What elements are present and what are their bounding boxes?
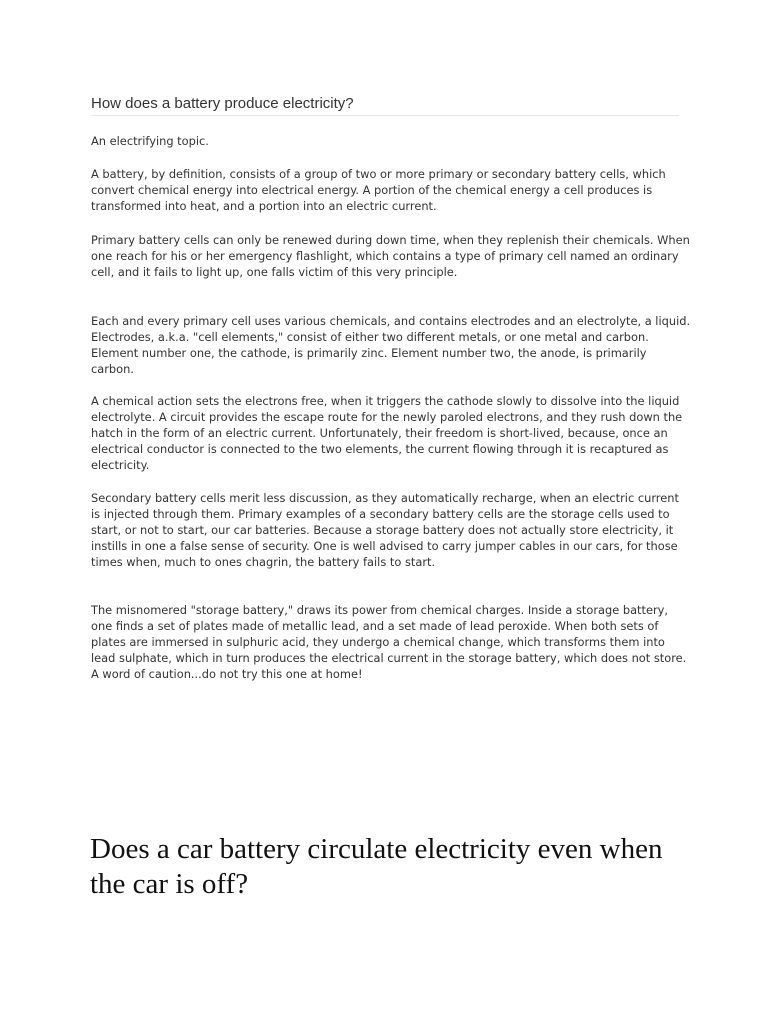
paragraph-chemical-action: A chemical action sets the electrons free, when it triggers the cathode slowly to dissolve into the liquid electrolyte. A circuit provides the escape route for the newly paroled electrons, and they rush down the hatch in the form of an electric current. Unfortunately, their freedom is short-lived, because, once an electrical conductor is connected to the two elements, the current flowing through it is recaptured as electricity. xyxy=(91,394,683,472)
paragraph-storage-battery: The misnomered "storage battery," draws its power from chemical charges. Inside a storage battery, one finds a set of plates made of metallic lead, and a set made of lead peroxide. When both sets of plates are immersed in sulphuric acid, they undergo a chemical change, which transforms them into lead sulphate, which in turn produces the electrical current in the storage battery, which does not store. A word of caution...do not try this one at home! xyxy=(91,603,687,681)
next-section-heading: Does a car battery circulate electricity even when the car is off? xyxy=(90,833,663,900)
paragraph-definition: A battery, by definition, consists of a group of two or more primary or secondary battery cells, which convert chemical energy into electrical energy. A portion of the chemical energy a cell produces is transformed into heat, and a portion into an electric current. xyxy=(91,167,666,213)
paragraph-secondary-cells: Secondary battery cells merit less discussion, as they automatically recharge, when an electric current is injected through them. Primary examples of a secondary battery cells are the storage cells used to start, or not to start, our car batteries. Because a storage battery does not actually store electricity, it instills in one a false sense of security. One is well advised to carry jumper cables in our cars, for those times when, much to ones chagrin, the battery fails to start. xyxy=(91,491,679,569)
paragraph-electrodes: Each and every primary cell uses various chemicals, and contains electrodes and an electrolyte, a liquid. Electrodes, a.k.a. "cell elements," consist of either two different metals, or one metal and carbon. Element number one, the cathode, is primarily zinc. Element number two, the anode, is primarily carbon. xyxy=(91,314,691,376)
paragraph-intro: An electrifying topic. xyxy=(91,134,209,148)
article-title: How does a battery produce electricity? xyxy=(91,94,679,116)
paragraph-primary-cells: Primary battery cells can only be renewed during down time, when they replenish their chemicals. When one reach for his or her emergency flashlight, which contains a type of primary cell named an ordinary cell, and it fails to light up, one falls victim of this very principle. xyxy=(91,233,690,279)
